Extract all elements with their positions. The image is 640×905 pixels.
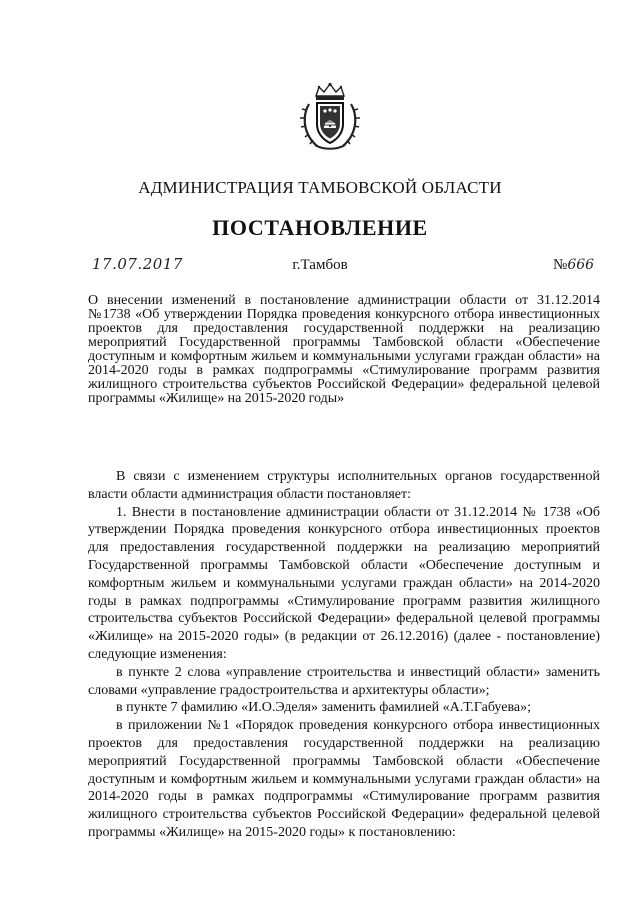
document-number: [553, 257, 594, 274]
body-paragraph: в пункте 2 слова «управление строительства и инвестиций области» заменить словами «управление градостроительства и архитектуры области»;: [88, 664, 600, 698]
tambov-coat-of-arms-icon: [299, 82, 361, 152]
document-subject: О внесении изменений в постановление администрации области от 31.12.2014 №1738 «Об утверждении Порядка проведения конкурсного отбора инвестиционных проектов для предоставления государственной поддержки на реализацию мероприятий Государственной программы Тамбовской области «Обеспечение доступным и комфортным жильем и коммунальными услугами граждан области» на 2014-2020 годы в рамках подпрограммы «Стимулирование программ развития жилищного строительства субъектов Российской Федерации» федеральной целевой программы «Жилище» на 2015-2020 годы»: [88, 293, 600, 406]
body-paragraph: В связи с изменением структуры исполнительных органов государственной власти области администрация области постановляет:: [88, 469, 600, 502]
agency-name: АДМИНИСТРАЦИЯ ТАМБОВСКОЙ ОБЛАСТИ: [138, 178, 502, 197]
body-paragraph: в приложении №1 «Порядок проведения конкурсного отбора инвестиционных проектов для предоставления государственной поддержки на реализацию мероприятий Государственной программы Тамбовской области «Обеспечение доступным и комфортным жильем и коммунальными услугами граждан области» на 2014-2020 годы в рамках подпрограммы «Стимулирование программ развития жилищного строительства субъектов Российской Федерации» федеральной целевой программы «Жилище» на 2015-2020 годы» к постановлению:: [88, 718, 600, 840]
number-sign: №: [553, 257, 568, 273]
document-date: 17.07.2017: [92, 255, 183, 273]
body-paragraph: в пункте 7 фамилию «И.О.Эделя» заменить фамилией «А.Т.Габуева»;: [116, 700, 531, 716]
document-type-title: ПОСТАНОВЛЕНИЕ: [212, 215, 428, 240]
number-value: 666: [567, 257, 595, 273]
document-meta-row: [0, 255, 640, 279]
body-paragraph: 1. Внести в постановление администрации области от 31.12.2014 № 1738 «Об утверждении Порядка проведения конкурсного отбора инвестиционных проектов для предоставления государственной поддержки на реализацию мероприятий Государственной программы Тамбовской области «Обеспечение доступным и комфортным жильем и коммунальными услугами граждан области» на 2014-2020 годы в рамках подпрограммы «Стимулирование программ развития жилищного строительства субъектов Российской Федерации» федеральной целевой программы «Жилище» на 2015-2020 годы» (в редакции от 26.12.2016) (далее - постановление) следующие изменения:: [88, 504, 600, 662]
document-body: [88, 468, 600, 842]
document-city: г.Тамбов: [292, 257, 348, 273]
